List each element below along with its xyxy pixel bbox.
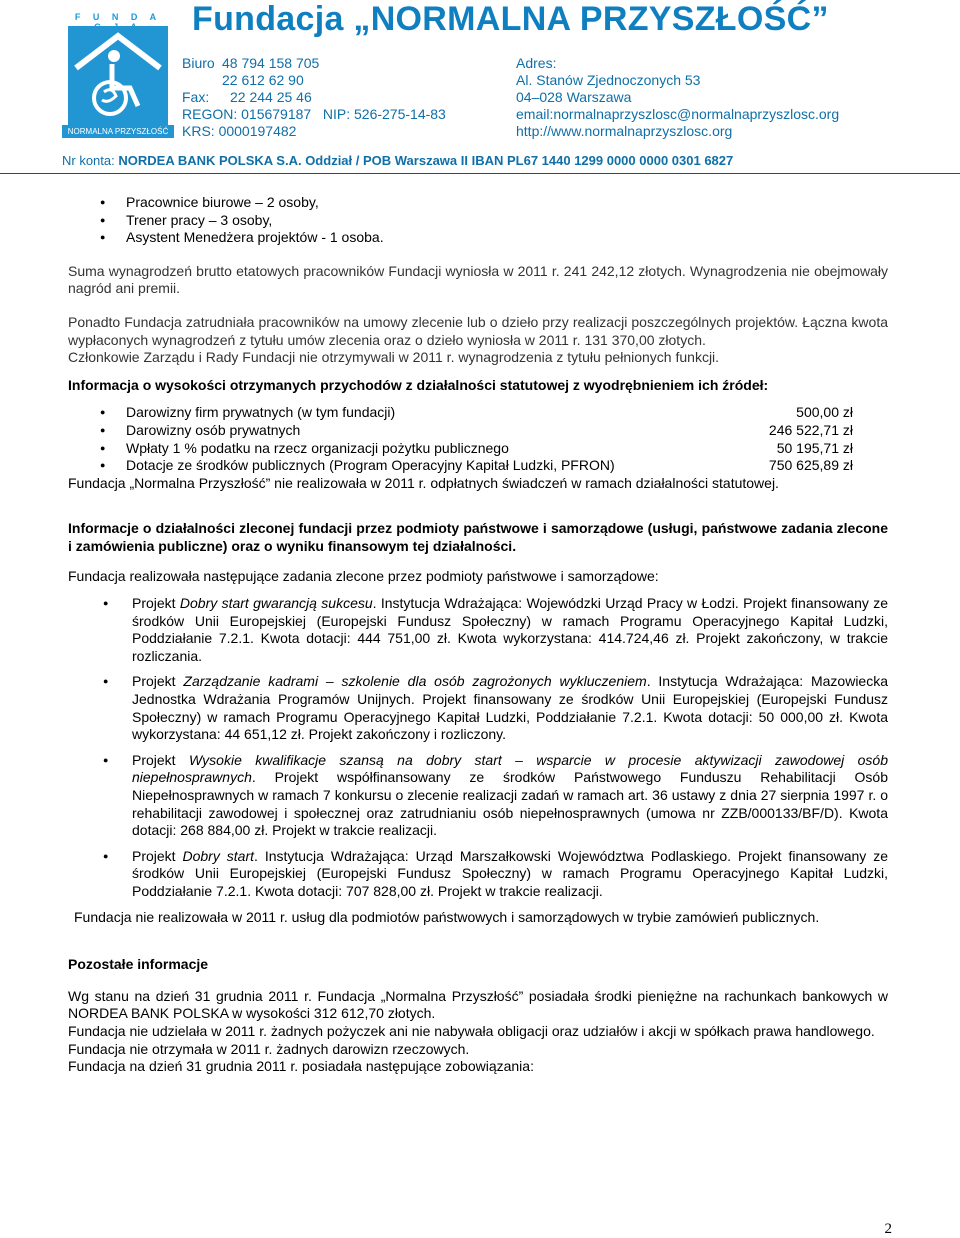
income-heading: Informacja o wysokości otrzymanych przychodów z działalności statutowej z wyodrębnieniem ich źródeł:	[68, 376, 769, 393]
project-name: Dobry start	[182, 847, 254, 864]
contact-block-left	[182, 55, 446, 140]
public-procurement-paragraph: Fundacja nie realizowała w 2011 r. usług dla podmiotów państwowych i samorządowych w trybie zamówień publicznych.	[74, 908, 820, 925]
address-street: Al. Stanów Zjednoczonych 53	[516, 72, 701, 88]
nip: NIP: 526-275-14-83	[322, 106, 446, 122]
address-label: Adres:	[516, 55, 557, 71]
organization-title: Fundacja „NORMALNA PRZYSZŁOŚĆ”	[192, 0, 829, 38]
staff-list	[68, 194, 888, 247]
project-name: Zarządzanie kadrami – szkolenie dla osób zagrożonych wykluczeniem	[183, 673, 647, 690]
fax-number: 22 244 25 46	[230, 89, 312, 105]
income-row	[68, 404, 888, 422]
income-list	[68, 404, 888, 474]
project-name: Dobry start gwarancją sukcesu	[179, 595, 373, 612]
projects-list	[68, 595, 888, 901]
account-label: Nr konta:	[62, 153, 115, 168]
income-amount: 246 522,71 zł	[768, 421, 853, 438]
wheelchair-house-icon	[68, 26, 168, 126]
biuro-label: Biuro	[182, 55, 215, 71]
income-amount: 500,00 zł	[796, 404, 853, 421]
bank-funds-paragraph: Wg stanu na dzień 31 grudnia 2011 r. Fundacja „Normalna Przyszłość” posiadała środki pieniężne na rachunkach bankowych w NORDEA BANK POLSKA w wysokości 312 612,70 złotych.	[68, 987, 888, 1022]
paid-services-paragraph: Fundacja „Normalna Przyszłość” nie realizowała w 2011 r. odpłatnych świadczeń w ramach działalności statutowej.	[68, 474, 779, 491]
biuro-phone: 48 794 158 705	[222, 55, 320, 71]
income-row	[68, 440, 888, 458]
salary-paragraph: Suma wynagrodzeń brutto etatowych pracowników Fundacji wyniosła w 2011 r. 241 242,12 złotych. Wynagrodzenia nie obejmowały nagród ani premii.	[68, 262, 888, 297]
liabilities-paragraph: Fundacja na dzień 31 grudnia 2011 r. posiadała następujące zobowiązania:	[68, 1058, 534, 1075]
income-label: ● Darowizny firm prywatnych (w tym fundacji)	[126, 404, 396, 421]
fax-label: Fax:	[182, 89, 210, 105]
board-paragraph: Członkowie Zarządu i Rady Fundacji nie otrzymywali w 2011 r. wynagrodzenia z tytułu pełnionych funkcji.	[68, 349, 720, 366]
list-item: ● Asystent Menedżera projektów - 1 osoba.	[68, 229, 888, 247]
document-body	[68, 190, 888, 1076]
project-item: ● Projekt Zarządzanie kadrami – szkolenie dla osób zagrożonych wykluczeniem. Instytucja Wdrażająca: Mazowiecka Jednostka Wdrażania Programów Unijnych. Projekt finansowany ze środków Unii Europejskiej (Europejski Fundusz Społeczny) w ramach Programu Operacyjnego Kapitał Ludzki, Poddziałanie 7.2.1. Kwota dotacji: 50 000,00 zł. Kwota wykorzystana: 44 651,12 zł. Projekt zakończony i rozliczony.	[68, 673, 888, 743]
contracts-paragraph: Ponadto Fundacja zatrudniała pracowników na umowy zlecenie lub o dzieło przy realizacji poszczególnych projektów. Łączna kwota wypłaconych wynagrodzeń z tytułu umów zlecenia oraz o dzieło wyniosła w 2011 r. 131 370,00 złotych.	[68, 313, 888, 348]
contact-block-right	[516, 55, 839, 140]
bank-account-line	[62, 153, 733, 168]
list-item: ● Pracownice biurowe – 2 osoby,	[68, 194, 888, 212]
tasks-intro-paragraph: Fundacja realizowała następujące zadania zlecone przez podmioty państwowe i samorządowe:	[68, 567, 659, 584]
page-number: 2	[884, 1221, 892, 1237]
krs: KRS: 0000197482	[182, 123, 297, 139]
loans-paragraph: Fundacja nie udzielała w 2011 r. żadnych pożyczek ani nie nabywała obligacji oraz udziałów i akcji w spółkach prawa handlowego.	[68, 1022, 875, 1039]
header-divider	[0, 173, 960, 174]
logo-caption: NORMALNA PRZYSZŁOŚĆ	[62, 125, 174, 138]
project-name: Wysokie kwalifikacje szansą na dobry start – wsparcie w procesie aktywizacji zawodowej osób niepełnosprawnych	[132, 751, 888, 786]
income-row	[68, 457, 888, 475]
website-link[interactable]: http://www.normalnaprzyszlosc.org	[516, 123, 733, 139]
address-city: 04–028 Warszawa	[516, 89, 632, 105]
project-item: ● Projekt Wysokie kwalifikacje szansą na dobry start – wsparcie w procesie aktywizacji zawodowej osób niepełnosprawnych. Projekt współfinansowany ze środków Państwowego Funduszu Rehabilitacji Osób Niepełnosprawnych w ramach 7 konkursu o zlecenie realizacji zadań w ramach art. 36 ustawy z dnia 27 sierpnia 1997 r. o rehabilitacji zawodowej i społecznej oraz zatrudnianiu osób niepełnosprawnych (umowa nr ZZB/000133/BF/D). Kwota dotacji: 268 884,00 zł. Projekt w trakcie realizacji.	[68, 752, 888, 840]
income-label: ● Dotacje ze środków publicznych (Program Operacyjny Kapitał Ludzki, PFRON)	[126, 457, 615, 474]
regon: REGON: 015679187	[182, 106, 312, 122]
project-item: ● Projekt Dobry start. Instytucja Wdrażająca: Urząd Marszałkowski Województwa Podlaskiego. Projekt finansowany ze środków Unii Europejskiej (Europejski Fundusz Społeczny) w ramach Programu Operacyjnego Kapitał Ludzki, Poddziałanie 7.2.1. Kwota dotacji: 707 828,00 zł. Projekt w trakcie realizacji.	[68, 848, 888, 901]
list-item: ● Trener pracy – 3 osoby,	[68, 212, 888, 230]
biuro-phone-2: 22 612 62 90	[222, 72, 304, 88]
income-row	[68, 422, 888, 440]
income-amount: 750 625,89 zł	[768, 457, 853, 474]
commission-heading: Informacje o działalności zleconej fundacji przez podmioty państwowe i samorządowe (usługi, państwowe zadania zlecone i zamówienia publiczne) oraz o wyniku finansowym tej działalności.	[68, 520, 888, 554]
foundation-logo	[62, 12, 174, 140]
donations-paragraph: Fundacja nie otrzymała w 2011 r. żadnych darowizn rzeczowych.	[68, 1040, 470, 1057]
income-amount: 50 195,71 zł	[776, 439, 853, 456]
logo-graphic	[68, 26, 168, 126]
other-info-heading: Pozostałe informacje	[68, 956, 209, 973]
logo-letters: F U N D A	[74, 12, 162, 22]
income-label: ● Darowizny osób prywatnych	[126, 421, 301, 438]
email-address[interactable]: email:normalnaprzyszlosc@normalnaprzyszlosc.org	[516, 106, 840, 122]
project-item: ● Projekt Dobry start gwarancją sukcesu. Instytucja Wdrażająca: Wojewódzki Urząd Pracy w Łodzi. Projekt finansowany ze środków Unii Europejskiej (Europejski Fundusz Społeczny) w ramach Programu Operacyjnego Kapitał Ludzki, Poddziałanie 7.2.1. Kwota dotacji: 444 751,00 zł. Kwota wykorzystana: 414.724,46 zł. Projekt zakończony, w trakcie rozliczania.	[68, 595, 888, 665]
account-number: NORDEA BANK POLSKA S.A. Oddział / POB Warszawa II IBAN PL67 1440 1299 0000 0000 0301 6827	[118, 153, 734, 168]
income-label: ● Wpłaty 1 % podatku na rzecz organizacji pożytku publicznego	[126, 439, 509, 456]
